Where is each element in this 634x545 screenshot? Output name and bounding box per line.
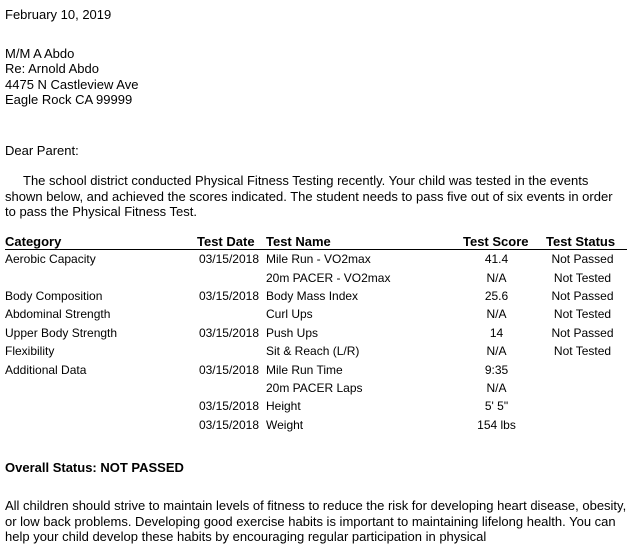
row-score: N/A xyxy=(486,271,507,285)
row-score: 154 lbs xyxy=(477,418,516,432)
row-test-name: Sit & Reach (L/R) xyxy=(266,344,360,358)
recipient-reference: Re: Arnold Abdo xyxy=(5,61,99,77)
row-test-name: Body Mass Index xyxy=(266,289,359,303)
row-score: 25.6 xyxy=(484,289,509,303)
row-test-name: Curl Ups xyxy=(266,307,313,321)
table-row xyxy=(0,289,634,307)
row-score: N/A xyxy=(486,344,507,358)
row-date: 03/15/2018 xyxy=(198,418,259,432)
table-row xyxy=(0,307,634,325)
row-test-name: Weight xyxy=(266,418,304,432)
recipient-address xyxy=(5,46,138,108)
header-test-score: Test Score xyxy=(463,234,529,249)
row-category: Additional Data xyxy=(5,363,87,377)
recipient-street: 4475 N Castleview Ave xyxy=(5,76,139,92)
row-test-name: 20m PACER Laps xyxy=(266,381,363,395)
row-date: 03/15/2018 xyxy=(198,252,259,266)
row-test-name: 20m PACER - VO2max xyxy=(266,271,391,285)
table-row xyxy=(0,326,634,344)
recipient-name: M/M A Abdo xyxy=(5,46,75,61)
row-score: 5' 5" xyxy=(484,399,509,413)
header-test-name: Test Name xyxy=(266,234,331,249)
row-category: Body Composition xyxy=(5,289,103,303)
row-score: 9:35 xyxy=(484,363,509,377)
recipient-city: Eagle Rock CA 99999 xyxy=(5,92,133,108)
closing-paragraph: All children should strive to maintain levels of fitness to reduce the risk for developing heart disease, obesity, or low back problems. Developing good exercise habits is important to maintaining lifelong health. You can help your child develop these habits by encouraging regular participation in physical xyxy=(5,498,627,544)
letter-date: February 10, 2019 xyxy=(5,7,112,22)
table-row xyxy=(0,252,634,270)
row-score: 14 xyxy=(489,326,504,340)
row-score: N/A xyxy=(486,307,507,321)
row-test-name: Height xyxy=(266,399,301,413)
row-status: Not Tested xyxy=(553,344,612,358)
row-category: Upper Body Strength xyxy=(5,326,118,340)
intro-text: The school district conducted Physical Fitness Testing recently. Your child was tested in the events shown below, and achieved the scores indicated. The student needs to pass five out of six events in order to pass the Physical Fitness Test. xyxy=(5,173,613,219)
table-row xyxy=(0,271,634,289)
row-score: N/A xyxy=(486,381,507,395)
row-date: 03/15/2018 xyxy=(198,399,259,413)
table-row xyxy=(0,363,634,381)
row-status: Not Passed xyxy=(551,252,614,266)
table-row xyxy=(0,418,634,436)
row-category: Abdominal Strength xyxy=(5,307,111,321)
intro-paragraph xyxy=(5,173,625,220)
table-row xyxy=(0,381,634,399)
row-date: 03/15/2018 xyxy=(198,363,259,377)
row-status: Not Tested xyxy=(553,307,612,321)
row-score: 41.4 xyxy=(484,252,509,266)
row-date: 03/15/2018 xyxy=(198,326,259,340)
table-row xyxy=(0,344,634,362)
row-category: Aerobic Capacity xyxy=(5,252,96,266)
greeting: Dear Parent: xyxy=(5,143,79,158)
header-category: Category xyxy=(5,234,62,249)
header-test-status: Test Status xyxy=(546,234,616,249)
overall-status: Overall Status: NOT PASSED xyxy=(5,460,184,475)
row-test-name: Push Ups xyxy=(266,326,319,340)
row-category: Flexibility xyxy=(5,344,55,358)
row-status: Not Passed xyxy=(551,289,614,303)
header-test-date: Test Date xyxy=(197,234,255,249)
row-status: Not Passed xyxy=(551,326,614,340)
row-status: Not Tested xyxy=(553,271,612,285)
header-divider xyxy=(5,249,627,250)
row-test-name: Mile Run - VO2max xyxy=(266,252,371,266)
row-date: 03/15/2018 xyxy=(198,289,259,303)
table-row xyxy=(0,399,634,417)
row-test-name: Mile Run Time xyxy=(266,363,343,377)
